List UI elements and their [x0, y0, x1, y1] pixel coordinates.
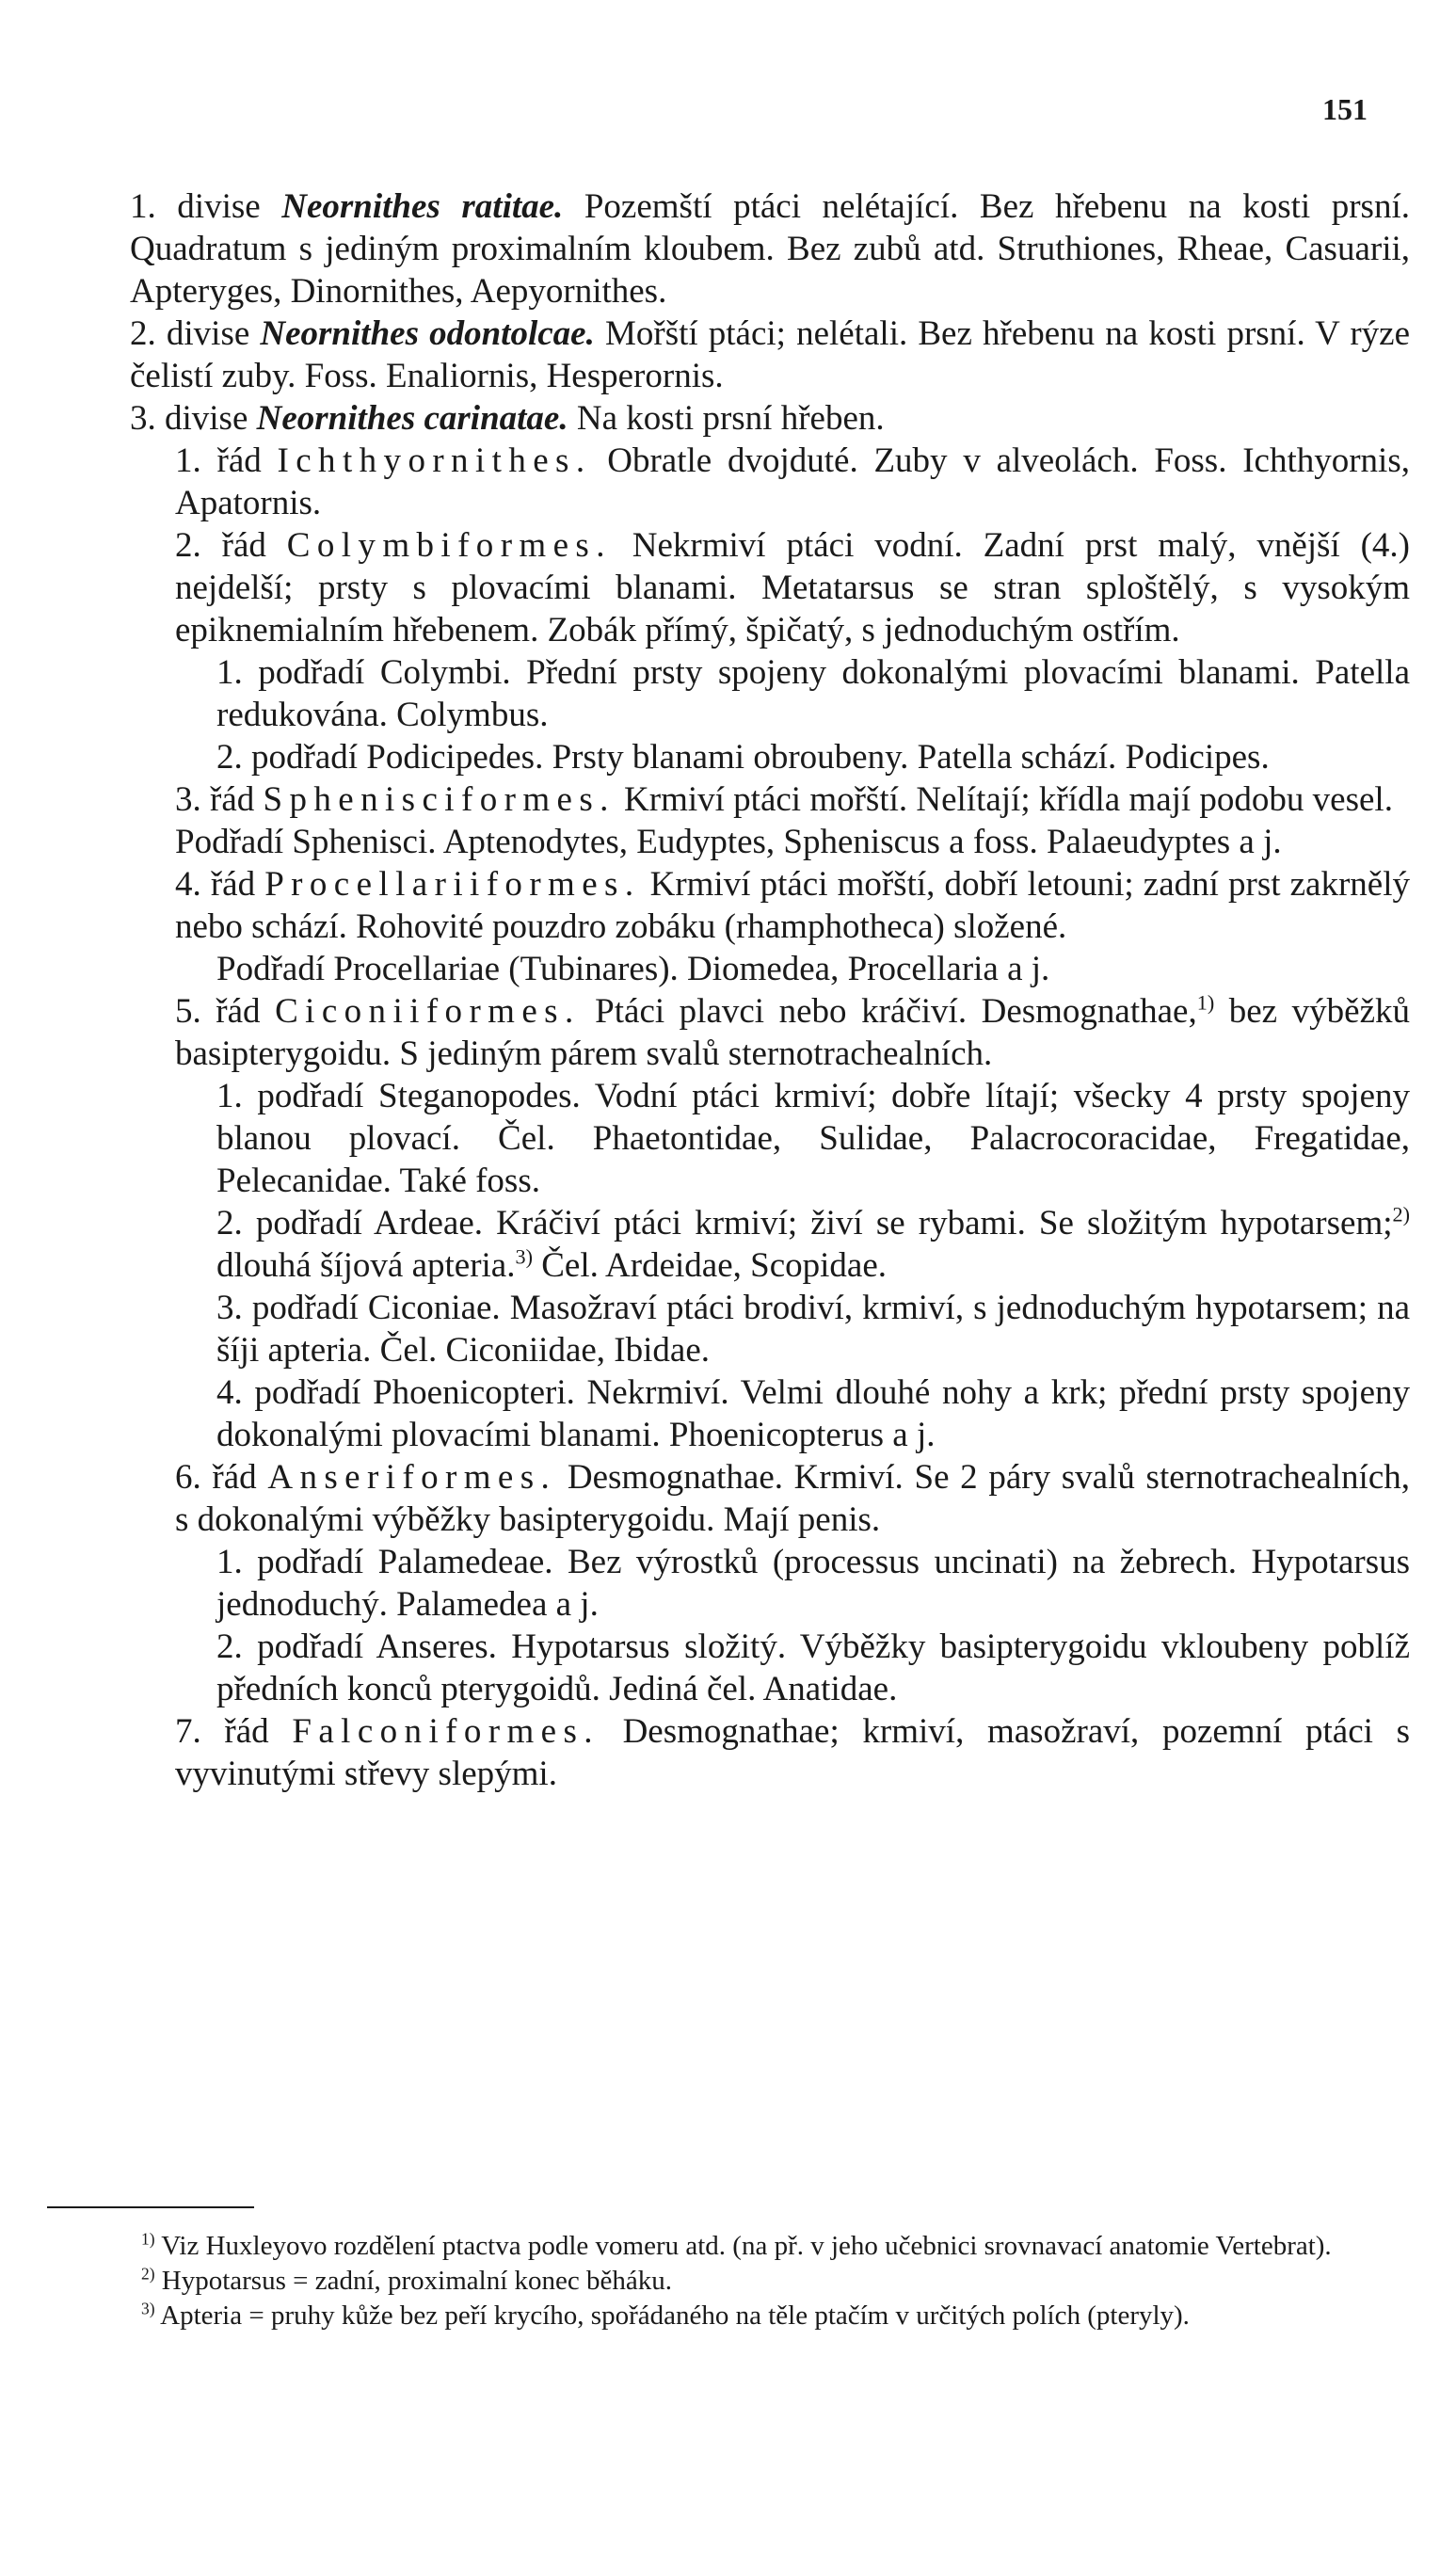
footnote-mark: 2): [141, 2264, 155, 2284]
paragraph: [130, 1202, 1410, 1287]
text-run: 2. divise: [130, 314, 261, 353]
paragraph: [130, 948, 1410, 990]
footnote-mark: 1): [141, 2229, 155, 2249]
footnote-text: Hypotarsus = zadní, proximalní konec běháku.: [154, 2266, 672, 2296]
paragraph: [130, 1456, 1410, 1541]
text-run: 1. podřadí Steganopodes. Vodní ptáci krmiví; dobře lítají; všecky 4 prsty spojeny blanou plovací. Čel. Phaetontidae, Sulidae, Palacrocoracidae, Fregatidae, Pelecanidae. Také foss.: [216, 1077, 1410, 1200]
paragraph: [130, 185, 1410, 313]
footnote-text: Viz Huxleyovo rozdělení ptactva podle vomeru atd. (na př. v jeho učebnici srovnavací anatomie Vertebrat).: [154, 2231, 1332, 2261]
main-text: [130, 185, 1410, 1795]
text-run: Krmiví ptáci mořští. Nelítají; křídla mají podobu vesel.: [615, 780, 1393, 819]
paragraph: [130, 990, 1410, 1075]
paragraph: [130, 524, 1410, 651]
text-run: Krmiví ptáci mořští, dobří letouni; zadní prst zakrnělý nebo schází. Rohovité pouzdro zobáku (rhamphotheca) složené.: [175, 865, 1410, 946]
footnote-text: Apteria = pruhy kůže bez peří krycího, spořádaného na těle ptačím v určitých polích (pteryly).: [154, 2301, 1190, 2331]
text-run: 4. řád: [175, 865, 265, 904]
page-number: 151: [1322, 92, 1368, 126]
division-title: Neornithes ratitae.: [281, 187, 564, 226]
paragraph: [130, 440, 1410, 524]
paragraph: [130, 1541, 1410, 1626]
paragraph: [130, 863, 1410, 948]
paragraph: [130, 821, 1410, 863]
paragraph: [130, 651, 1410, 736]
text-run: 3. řád: [175, 780, 264, 819]
order-name: Ciconiiformes.: [275, 992, 581, 1031]
text-run: 4. podřadí Phoenicopteri. Nekrmiví. Velmi dlouhé nohy a krk; přední prsty spojeny dokonalými plovacími blanami. Phoenicopterus a j.: [216, 1373, 1410, 1454]
text-run: Desmognathae; krmiví, masožraví, pozemní ptáci s vyvinutými střevy slepými.: [175, 1712, 1410, 1793]
text-run: Ptáci plavci nebo kráčiví. Desmognathae,: [580, 992, 1197, 1031]
text-run: Pozemští ptáci nelétající. Bez hřebenu na kosti prsní. Quadratum s jediným proximalním kloubem. Bez zubů atd. Struthiones, Rheae, Casuarii, Apteryges, Dinornithes, Aepyornithes.: [130, 187, 1410, 311]
footnote-ref: 1): [1196, 990, 1215, 1015]
text-run: 6. řád: [175, 1458, 268, 1497]
paragraph: [130, 1371, 1410, 1456]
text-run: Obratle dvojduté. Zuby v alveolách. Foss. Ichthyornis, Apatornis.: [175, 441, 1410, 522]
footnote: [47, 2229, 1412, 2264]
text-run: Čel. Ardeidae, Scopidae.: [532, 1246, 888, 1285]
text-run: Na kosti prsní hřeben.: [568, 399, 885, 438]
footnote-mark: 3): [141, 2299, 155, 2318]
footnote-divider: [47, 2206, 254, 2208]
text-run: Podřadí Sphenisci. Aptenodytes, Eudyptes, Spheniscus a foss. Palaeudyptes a j.: [175, 823, 1282, 861]
paragraph: [130, 1287, 1410, 1371]
text-run: 1. divise: [130, 187, 282, 226]
text-run: 2. řád: [175, 526, 287, 565]
paragraph: [130, 736, 1410, 778]
paragraph: [130, 1075, 1410, 1202]
order-name: Sphenisciformes.: [263, 780, 616, 819]
footnote: [47, 2264, 1412, 2299]
order-name: Anseriformes.: [267, 1458, 557, 1497]
text-run: 1. řád: [175, 441, 278, 480]
footnote-ref: 2): [1392, 1202, 1410, 1226]
text-run: dlouhá šíjová apteria.: [216, 1246, 516, 1285]
text-run: 3. podřadí Ciconiae. Masožraví ptáci brodiví, krmiví, s jednoduchým hypotarsem; na šíji apteria. Čel. Ciconiidae, Ibidae.: [216, 1289, 1410, 1370]
division-title: Neornithes carinatae.: [256, 399, 568, 438]
footnotes: [47, 2229, 1412, 2333]
text-run: 1. podřadí Colymbi. Přední prsty spojeny dokonalými plovacími blanami. Patella redukována. Colymbus.: [216, 653, 1410, 734]
text-run: 5. řád: [175, 992, 276, 1031]
text-run: 2. podřadí Ardeae. Kráčiví ptáci krmiví; živí se rybami. Se složitým hypotarsem;: [216, 1204, 1393, 1242]
order-name: Ichthyornithes.: [277, 441, 592, 480]
paragraph: [130, 1626, 1410, 1710]
division-title: Neornithes odontolcae.: [260, 314, 595, 353]
text-run: 7. řád: [175, 1712, 293, 1751]
order-name: Colymbiformes.: [286, 526, 612, 565]
paragraph: [130, 778, 1410, 821]
order-name: Procellariiformes.: [264, 865, 641, 904]
text-run: 3. divise: [130, 399, 257, 438]
text-run: Mořští ptáci; nelétali. Bez hřebenu na kosti prsní. V rýze čelistí zuby. Foss. Enaliornis, Hesperornis.: [130, 314, 1410, 395]
footnote-ref: 3): [515, 1244, 533, 1269]
paragraph: [130, 313, 1410, 397]
text-run: Podřadí Procellariae (Tubinares). Diomedea, Procellaria a j.: [216, 950, 1050, 988]
text-run: 2. podřadí Anseres. Hypotarsus složitý. Výběžky basipterygoidu vkloubeny poblíž předních konců pterygoidů. Jediná čel. Anatidae.: [216, 1627, 1410, 1708]
text-run: bez výběžků basipterygoidu. S jediným párem svalů sternotrachealních.: [175, 992, 1410, 1073]
paragraph: [130, 1710, 1410, 1795]
text-run: 2. podřadí Podicipedes. Prsty blanami obroubeny. Patella schází. Podicipes.: [216, 738, 1270, 777]
paragraph: [130, 397, 1410, 440]
order-name: Falconiformes.: [292, 1712, 600, 1751]
footnote: [47, 2299, 1412, 2333]
text-run: Desmognathae. Krmiví. Se 2 páry svalů sternotrachealních, s dokonalými výběžky basipterygoidu. Mají penis.: [175, 1458, 1410, 1539]
text-run: Nekrmiví ptáci vodní. Zadní prst malý, vnější (4.) nejdelší; prsty s plovacími blanami. Metatarsus se stran sploštělý, s vysokým epiknemialním hřebenem. Zobák přímý, špičatý, s jednoduchým ostřím.: [175, 526, 1410, 649]
text-run: 1. podřadí Palamedeae. Bez výrostků (processus uncinati) na žebrech. Hypotarsus jednoduchý. Palamedea a j.: [216, 1543, 1410, 1624]
